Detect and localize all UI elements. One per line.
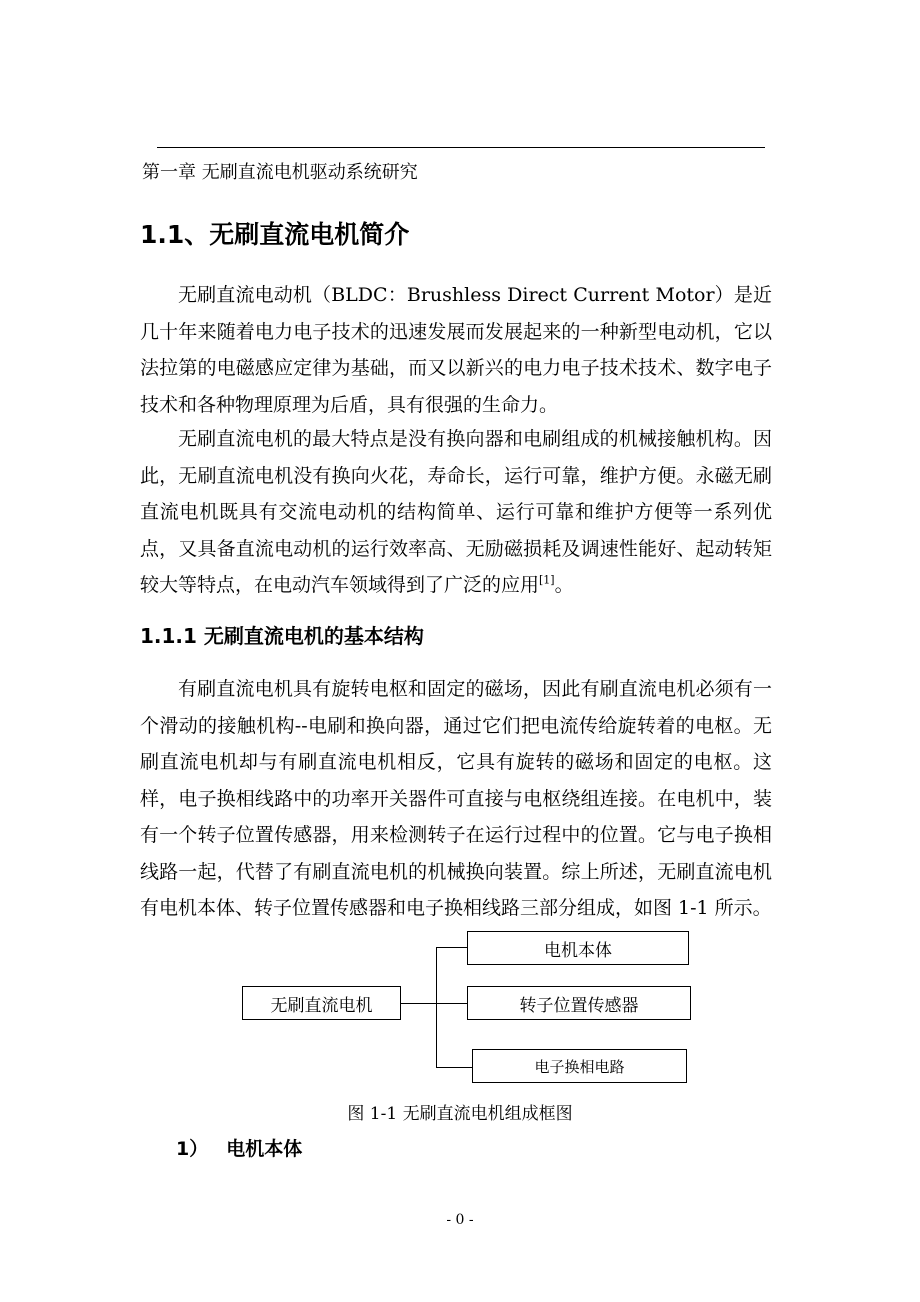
connector-child-3 [436,1067,472,1068]
subsection-title: 1.1.1 无刷直流电机的基本结构 [140,624,424,648]
paragraph-structure: 有刷直流电机具有旋转电枢和固定的磁场，因此有刷直流电机必须有一个滑动的接触机构--电刷和换向器，通过它们把电流传给旋转着的电枢。无刷直流电机却与有刷直流电机相反，它具有旋转的磁场和固定的电枢。这样，电子换相线路中的功率开关器件可直接与电枢绕组连接。在电机中，装有一个转子位置传感器，用来检测转子在运行过程中的位置。它与电子换相线路一起，代替了有刷直流电机的机械换向装置。综上所述，无刷直流电机有电机本体、转子位置传感器和电子换相线路三部分组成，如图 1-1 所示。 [140,678,772,919]
connector-root [400,1003,437,1004]
connector-child-2 [436,1003,468,1004]
paragraph-features-end: 。 [554,574,574,596]
chapter-header: 第一章 无刷直流电机驱动系统研究 [142,162,418,183]
figure-caption: 图 1-1 无刷直流电机组成框图 [347,1104,573,1124]
page-number: - 0 - [446,1212,474,1228]
connector-vertical [436,947,437,1067]
diagram-box-position-sensor: 转子位置传感器 [467,986,691,1020]
diagram-box-motor-body: 电机本体 [467,931,689,965]
list-item-number: 1） [176,1138,209,1160]
section-title: 1.1、无刷直流电机简介 [140,220,410,249]
diagram-root-box: 无刷直流电机 [242,986,401,1020]
paragraph-features-text: 无刷直流电机的最大特点是没有换向器和电刷组成的机械接触机构。因此，无刷直流电机没有换向火花，寿命长，运行可靠，维护方便。永磁无刷直流电机既具有交流电动机的结构简单、运行可靠和维护方便等一系列优点，又具备直流电动机的运行效率高、无励磁损耗及调速性能好、起动转矩较大等特点，在电动汽车领域得到了广泛的应用 [140,428,772,596]
paragraph-intro: 无刷直流电动机（BLDC：Brushless Direct Current Motor）是近几十年来随着电力电子技术的迅速发展而发展起来的一种新型电动机，它以法拉第的电磁感应定律为基础，而又以新兴的电力电子技术技术、数字电子技术和各种物理原理为后盾，具有很强的生命力。 [140,284,772,416]
connector-child-1 [436,947,468,948]
diagram-box-commutation-circuit: 电子换相电路 [472,1049,687,1083]
list-item [176,1134,302,1161]
list-item-text: 电机本体 [226,1138,303,1160]
citation-ref: [1] [539,573,555,587]
